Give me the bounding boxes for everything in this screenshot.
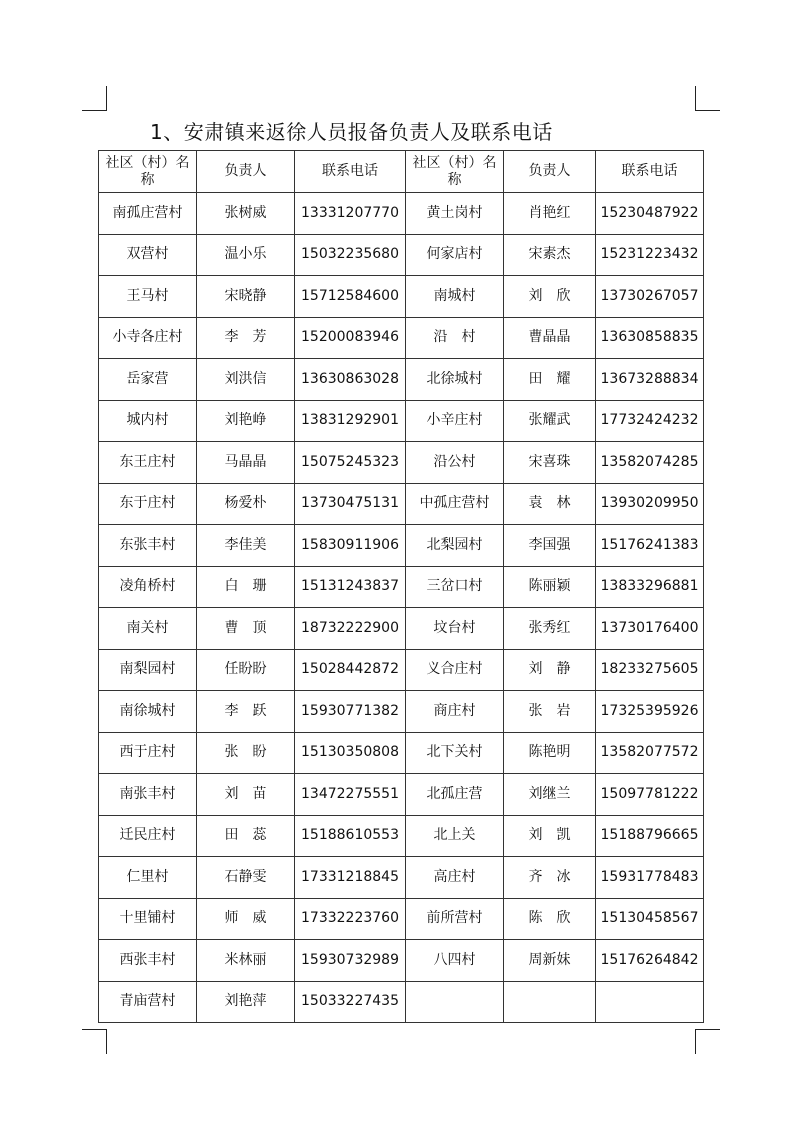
cell-community-right: 高庄村 <box>406 857 504 899</box>
cell-phone-right: 15230487922 <box>596 193 704 235</box>
cell-person-right: 宋喜珠 <box>504 442 596 484</box>
cell-community-right: 沿公村 <box>406 442 504 484</box>
cell-community-right: 北梨园村 <box>406 525 504 567</box>
cell-person-left: 刘艳峥 <box>197 400 295 442</box>
cell-community-right: 北孤庄营 <box>406 774 504 816</box>
crop-mark-bottom-left <box>82 1029 107 1054</box>
cell-phone-right: 18233275605 <box>596 649 704 691</box>
cell-phone-right: 15130458567 <box>596 898 704 940</box>
cell-community-left: 南关村 <box>99 608 197 650</box>
table-row <box>99 898 704 940</box>
cell-community-right: 商庄村 <box>406 691 504 733</box>
cell-community-right: 沿 村 <box>406 317 504 359</box>
cell-phone-right: 13930209950 <box>596 483 704 525</box>
header-community-right: 社区（村）名称 <box>406 151 504 193</box>
cell-community-right: 小辛庄村 <box>406 400 504 442</box>
cell-community-left: 东王庄村 <box>99 442 197 484</box>
table-row <box>99 525 704 567</box>
cell-person-left: 张 盼 <box>197 732 295 774</box>
cell-person-right: 肖艳红 <box>504 193 596 235</box>
cell-phone-left: 15033227435 <box>295 981 406 1023</box>
cell-person-left: 田 蕊 <box>197 815 295 857</box>
cell-community-right <box>406 981 504 1023</box>
cell-person-left: 石静雯 <box>197 857 295 899</box>
table-row <box>99 774 704 816</box>
cell-person-left: 曹 顶 <box>197 608 295 650</box>
cell-phone-right: 17325395926 <box>596 691 704 733</box>
cell-phone-right: 15176264842 <box>596 940 704 982</box>
crop-mark-top-right <box>695 86 720 111</box>
cell-person-right: 袁 林 <box>504 483 596 525</box>
cell-person-left: 李 跃 <box>197 691 295 733</box>
cell-community-left: 岳家营 <box>99 359 197 401</box>
contact-table <box>98 150 704 1023</box>
cell-phone-left: 13472275551 <box>295 774 406 816</box>
cell-person-left: 刘 苗 <box>197 774 295 816</box>
cell-phone-right: 13630858835 <box>596 317 704 359</box>
cell-phone-left: 15032235680 <box>295 234 406 276</box>
cell-person-left: 宋晓静 <box>197 276 295 318</box>
cell-community-right: 北上关 <box>406 815 504 857</box>
cell-phone-left: 13630863028 <box>295 359 406 401</box>
cell-community-right: 北徐城村 <box>406 359 504 401</box>
cell-phone-left: 17331218845 <box>295 857 406 899</box>
cell-community-left: 东张丰村 <box>99 525 197 567</box>
cell-phone-right: 15231223432 <box>596 234 704 276</box>
cell-phone-right: 13833296881 <box>596 566 704 608</box>
cell-community-left: 十里铺村 <box>99 898 197 940</box>
cell-phone-left: 13730475131 <box>295 483 406 525</box>
cell-phone-left: 17332223760 <box>295 898 406 940</box>
header-phone-right: 联系电话 <box>596 151 704 193</box>
table-row <box>99 317 704 359</box>
cell-community-right: 坟台村 <box>406 608 504 650</box>
cell-phone-right: 15176241383 <box>596 525 704 567</box>
cell-person-left: 李 芳 <box>197 317 295 359</box>
cell-community-left: 西张丰村 <box>99 940 197 982</box>
cell-person-left: 张树威 <box>197 193 295 235</box>
cell-person-left: 温小乐 <box>197 234 295 276</box>
cell-community-right: 义合庄村 <box>406 649 504 691</box>
cell-community-left: 青庙营村 <box>99 981 197 1023</box>
cell-phone-left: 15188610553 <box>295 815 406 857</box>
cell-phone-right: 15931778483 <box>596 857 704 899</box>
table-header-row <box>99 151 704 193</box>
cell-phone-right: 17732424232 <box>596 400 704 442</box>
cell-phone-right: 13730176400 <box>596 608 704 650</box>
table-row <box>99 815 704 857</box>
table-row <box>99 400 704 442</box>
table-row <box>99 857 704 899</box>
table-row <box>99 483 704 525</box>
cell-community-left: 凌角桥村 <box>99 566 197 608</box>
cell-person-right: 刘继兰 <box>504 774 596 816</box>
cell-phone-right <box>596 981 704 1023</box>
cell-community-right: 南城村 <box>406 276 504 318</box>
cell-community-right: 何家店村 <box>406 234 504 276</box>
crop-mark-top-left <box>82 86 107 111</box>
cell-community-left: 南徐城村 <box>99 691 197 733</box>
cell-person-right: 田 耀 <box>504 359 596 401</box>
header-person-right: 负责人 <box>504 151 596 193</box>
cell-person-right: 宋素杰 <box>504 234 596 276</box>
header-person-left: 负责人 <box>197 151 295 193</box>
cell-community-left: 南孤庄营村 <box>99 193 197 235</box>
cell-community-right: 前所营村 <box>406 898 504 940</box>
cell-phone-left: 15930771382 <box>295 691 406 733</box>
cell-person-right: 陈艳明 <box>504 732 596 774</box>
cell-phone-left: 13831292901 <box>295 400 406 442</box>
table-row <box>99 276 704 318</box>
cell-phone-right: 15097781222 <box>596 774 704 816</box>
cell-person-left: 米林丽 <box>197 940 295 982</box>
cell-phone-left: 13331207770 <box>295 193 406 235</box>
cell-person-right: 刘 凯 <box>504 815 596 857</box>
table-row <box>99 359 704 401</box>
cell-phone-right: 13730267057 <box>596 276 704 318</box>
cell-phone-right: 13582077572 <box>596 732 704 774</box>
cell-phone-right: 13582074285 <box>596 442 704 484</box>
cell-phone-left: 15200083946 <box>295 317 406 359</box>
cell-community-left: 南梨园村 <box>99 649 197 691</box>
cell-phone-left: 15130350808 <box>295 732 406 774</box>
cell-community-left: 迁民庄村 <box>99 815 197 857</box>
cell-person-right: 周新妹 <box>504 940 596 982</box>
cell-person-left: 杨爱朴 <box>197 483 295 525</box>
table-row <box>99 649 704 691</box>
table-row <box>99 691 704 733</box>
cell-phone-left: 15830911906 <box>295 525 406 567</box>
cell-community-left: 小寺各庄村 <box>99 317 197 359</box>
cell-community-right: 三岔口村 <box>406 566 504 608</box>
cell-phone-left: 15131243837 <box>295 566 406 608</box>
cell-community-left: 仁里村 <box>99 857 197 899</box>
cell-community-left: 城内村 <box>99 400 197 442</box>
cell-phone-left: 15930732989 <box>295 940 406 982</box>
cell-person-left: 刘洪信 <box>197 359 295 401</box>
cell-person-right: 陈丽颖 <box>504 566 596 608</box>
cell-person-left: 白 珊 <box>197 566 295 608</box>
cell-phone-left: 15712584600 <box>295 276 406 318</box>
cell-person-right: 齐 冰 <box>504 857 596 899</box>
table-row <box>99 193 704 235</box>
cell-phone-right: 13673288834 <box>596 359 704 401</box>
cell-community-right: 八四村 <box>406 940 504 982</box>
cell-person-left: 任盼盼 <box>197 649 295 691</box>
header-phone-left: 联系电话 <box>295 151 406 193</box>
cell-community-left: 南张丰村 <box>99 774 197 816</box>
cell-community-right: 黄土岗村 <box>406 193 504 235</box>
cell-person-left: 马晶晶 <box>197 442 295 484</box>
cell-person-right: 张 岩 <box>504 691 596 733</box>
cell-person-right <box>504 981 596 1023</box>
cell-person-right: 刘 静 <box>504 649 596 691</box>
cell-person-right: 张秀红 <box>504 608 596 650</box>
cell-person-left: 李佳美 <box>197 525 295 567</box>
table-row <box>99 442 704 484</box>
cell-community-left: 王马村 <box>99 276 197 318</box>
cell-phone-left: 15075245323 <box>295 442 406 484</box>
page-title: 1、安肃镇来返徐人员报备负责人及联系电话 <box>150 120 553 144</box>
cell-community-left: 西于庄村 <box>99 732 197 774</box>
cell-person-right: 张耀武 <box>504 400 596 442</box>
cell-phone-left: 15028442872 <box>295 649 406 691</box>
cell-person-left: 刘艳萍 <box>197 981 295 1023</box>
table-row <box>99 981 704 1023</box>
table-row <box>99 566 704 608</box>
cell-phone-right: 15188796665 <box>596 815 704 857</box>
cell-community-right: 中孤庄营村 <box>406 483 504 525</box>
cell-community-left: 东于庄村 <box>99 483 197 525</box>
cell-person-right: 刘 欣 <box>504 276 596 318</box>
cell-person-left: 师 威 <box>197 898 295 940</box>
cell-community-left: 双营村 <box>99 234 197 276</box>
cell-person-right: 曹晶晶 <box>504 317 596 359</box>
cell-person-right: 陈 欣 <box>504 898 596 940</box>
header-community-left: 社区（村）名称 <box>99 151 197 193</box>
table-row <box>99 732 704 774</box>
table-row <box>99 608 704 650</box>
crop-mark-bottom-right <box>695 1029 720 1054</box>
table-row <box>99 940 704 982</box>
cell-phone-left: 18732222900 <box>295 608 406 650</box>
cell-person-right: 李国强 <box>504 525 596 567</box>
cell-community-right: 北下关村 <box>406 732 504 774</box>
table-row <box>99 234 704 276</box>
